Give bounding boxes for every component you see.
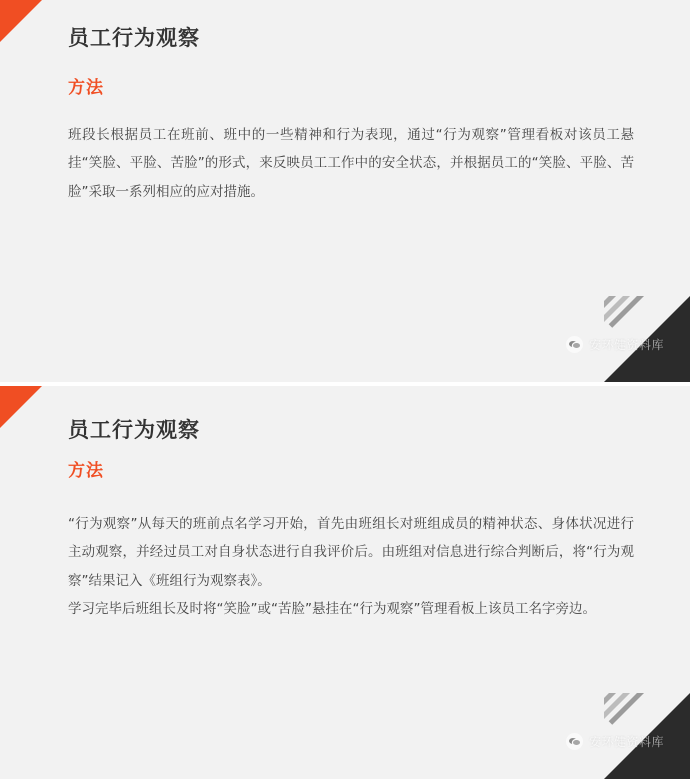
slide-1-content [0, 0, 690, 206]
slide-1-subtitle: 方法 [68, 78, 104, 98]
slide-1 [0, 0, 690, 382]
slide-2-subtitle: 方法 [68, 461, 104, 481]
slide-2-paragraph-1: “行为观察”从每天的班前点名学习开始，首先由班组长对班组成员的精神状态、身体状况进行主动观察，并经过员工对自身状态进行自我评价后。由班组对信息进行综合判断后，将“行为观察”结果记入《班组行为观察表》。 [68, 516, 634, 589]
accent-corner-triangle-icon [0, 386, 42, 428]
accent-corner-triangle-icon [0, 0, 42, 42]
slide-2-body [68, 481, 634, 623]
slide-2-content [0, 386, 690, 623]
slide-2 [0, 386, 690, 779]
slide-2-watermark [566, 733, 664, 750]
wechat-icon [566, 336, 583, 353]
slide-1-body [68, 98, 634, 206]
slide-1-paragraph-1: 班段长根据员工在班前、班中的一些精神和行为表现，通过“行为观察”管理看板对该员工悬挂“笑脸、平脸、苦脸”的形式，来反映员工工作中的安全状态，并根据员工的“笑脸、平脸、苦脸”采取一系列相应的应对措施。 [68, 127, 634, 200]
slide-2-title: 员工行为观察 [68, 418, 200, 442]
slide-1-watermark [566, 336, 664, 353]
slide-2-paragraph-2: 学习完毕后班组长及时将“笑脸”或“苦脸”悬挂在“行为观察”管理看板上该员工名字旁边。 [68, 601, 596, 618]
slide-2-watermark-label: 安环健资料库 [588, 735, 664, 749]
slide-1-watermark-label: 安环健资料库 [588, 338, 664, 352]
wechat-icon [566, 733, 583, 750]
slide-1-title: 员工行为观察 [68, 26, 200, 50]
